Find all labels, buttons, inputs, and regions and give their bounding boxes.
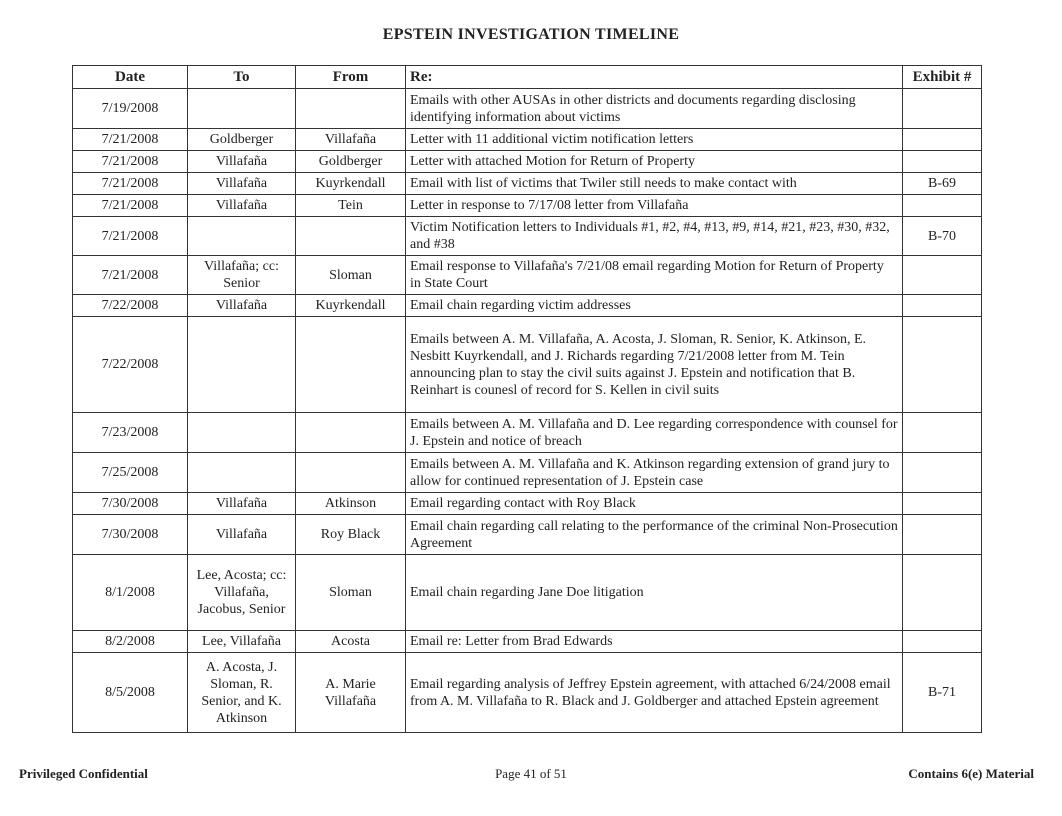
re-cell: Email chain regarding victim addresses [406, 295, 903, 317]
exhibit-cell [903, 631, 982, 653]
table-row [73, 217, 982, 256]
from-cell: Atkinson [296, 493, 406, 515]
exhibit-cell [903, 89, 982, 129]
from-cell [296, 217, 406, 256]
from-cell: Kuyrkendall [296, 173, 406, 195]
re-cell: Email regarding contact with Roy Black [406, 493, 903, 515]
to-cell [188, 317, 296, 413]
table-row [73, 493, 982, 515]
exhibit-cell [903, 256, 982, 295]
from-cell: Sloman [296, 555, 406, 631]
to-cell: Villafaña [188, 515, 296, 555]
to-cell: Lee, Villafaña [188, 631, 296, 653]
table-row [73, 89, 982, 129]
date-cell: 7/21/2008 [73, 129, 188, 151]
date-cell: 7/23/2008 [73, 413, 188, 453]
table-row [73, 631, 982, 653]
date-cell: 7/30/2008 [73, 493, 188, 515]
exhibit-cell: B-70 [903, 217, 982, 256]
footer-material-label: Contains 6(e) Material [908, 766, 1034, 781]
exhibit-cell [903, 413, 982, 453]
date-cell: 7/21/2008 [73, 173, 188, 195]
table-row [73, 555, 982, 631]
to-cell: Villafaña [188, 295, 296, 317]
timeline-body [73, 89, 982, 733]
table-row [73, 653, 982, 733]
exhibit-cell [903, 317, 982, 413]
footer-page-number: Page 41 of 51 [495, 766, 567, 781]
to-cell [188, 89, 296, 129]
to-cell [188, 453, 296, 493]
re-cell: Emails between A. M. Villafaña and K. Atkinson regarding extension of grand jury to allow for continued representation of J. Epstein case [406, 453, 903, 493]
exhibit-cell [903, 453, 982, 493]
re-cell: Letter with 11 additional victim notification letters [406, 129, 903, 151]
table-row [73, 515, 982, 555]
exhibit-cell: B-69 [903, 173, 982, 195]
from-cell: A. Marie Villafaña [296, 653, 406, 733]
exhibit-cell [903, 295, 982, 317]
from-cell: Acosta [296, 631, 406, 653]
to-column-header: To [188, 66, 296, 89]
re-cell: Email regarding analysis of Jeffrey Epstein agreement, with attached 6/24/2008 email from A. M. Villafaña to R. Black and J. Goldberger and attached Epstein agreement [406, 653, 903, 733]
table-row [73, 413, 982, 453]
from-cell [296, 413, 406, 453]
date-cell: 7/21/2008 [73, 151, 188, 173]
exhibit-cell [903, 195, 982, 217]
date-cell: 7/22/2008 [73, 317, 188, 413]
page-title: EPSTEIN INVESTIGATION TIMELINE [382, 26, 680, 43]
table-row [73, 173, 982, 195]
re-cell: Victim Notification letters to Individuals #1, #2, #4, #13, #9, #14, #21, #23, #30, #32, and #38 [406, 217, 903, 256]
from-cell [296, 317, 406, 413]
re-cell: Emails with other AUSAs in other districts and documents regarding disclosing identifying information about victims [406, 89, 903, 129]
re-cell: Email with list of victims that Twiler still needs to make contact with [406, 173, 903, 195]
table-row [73, 317, 982, 413]
to-cell: Villafaña [188, 493, 296, 515]
re-cell: Email chain regarding call relating to the performance of the criminal Non-Prosecution Agreement [406, 515, 903, 555]
from-cell: Tein [296, 195, 406, 217]
date-cell: 7/21/2008 [73, 256, 188, 295]
footer-confidentiality-label: Privileged Confidential [19, 766, 148, 781]
date-cell: 7/21/2008 [73, 217, 188, 256]
to-cell [188, 413, 296, 453]
exhibit-cell [903, 151, 982, 173]
exhibit-cell [903, 515, 982, 555]
table-row [73, 256, 982, 295]
from-column-header: From [296, 66, 406, 89]
date-cell: 7/30/2008 [73, 515, 188, 555]
date-cell: 8/1/2008 [73, 555, 188, 631]
from-cell: Villafaña [296, 129, 406, 151]
timeline-table [72, 65, 982, 733]
exhibit-cell [903, 129, 982, 151]
re-cell: Email chain regarding Jane Doe litigation [406, 555, 903, 631]
exhibit-cell [903, 493, 982, 515]
from-cell: Roy Black [296, 515, 406, 555]
table-row [73, 453, 982, 493]
to-cell: Lee, Acosta; cc: Villafaña, Jacobus, Senior [188, 555, 296, 631]
re-cell: Email response to Villafaña's 7/21/08 email regarding Motion for Return of Property in State Court [406, 256, 903, 295]
to-cell: A. Acosta, J. Sloman, R. Senior, and K. Atkinson [188, 653, 296, 733]
re-cell: Letter in response to 7/17/08 letter from Villafaña [406, 195, 903, 217]
date-cell: 7/22/2008 [73, 295, 188, 317]
date-cell: 8/5/2008 [73, 653, 188, 733]
date-cell: 7/19/2008 [73, 89, 188, 129]
to-cell [188, 217, 296, 256]
to-cell: Villafaña [188, 173, 296, 195]
from-cell: Sloman [296, 256, 406, 295]
re-cell: Emails between A. M. Villafaña and D. Lee regarding correspondence with counsel for J. Epstein and notice of breach [406, 413, 903, 453]
table-row [73, 151, 982, 173]
from-cell [296, 453, 406, 493]
table-row [73, 195, 982, 217]
from-cell: Kuyrkendall [296, 295, 406, 317]
exhibit-cell [903, 555, 982, 631]
from-cell: Goldberger [296, 151, 406, 173]
from-cell [296, 89, 406, 129]
date-cell: 7/21/2008 [73, 195, 188, 217]
date-cell: 7/25/2008 [73, 453, 188, 493]
table-row [73, 129, 982, 151]
exhibit-column-header: Exhibit # [903, 66, 982, 89]
re-cell: Emails between A. M. Villafaña, A. Acosta, J. Sloman, R. Senior, K. Atkinson, E. Nesbitt Kuyrkendall, and J. Richards regarding 7/21/2008 letter from M. Tein announcing plan to stay the civil suits against J. Epstein and notification that B. Reinhart is counesl of record for S. Kellen in civil suits [406, 317, 903, 413]
date-column-header: Date [73, 66, 188, 89]
to-cell: Villafaña; cc: Senior [188, 256, 296, 295]
table-row [73, 295, 982, 317]
re-cell: Letter with attached Motion for Return of Property [406, 151, 903, 173]
to-cell: Villafaña [188, 195, 296, 217]
to-cell: Goldberger [188, 129, 296, 151]
to-cell: Villafaña [188, 151, 296, 173]
re-cell: Email re: Letter from Brad Edwards [406, 631, 903, 653]
exhibit-cell: B-71 [903, 653, 982, 733]
re-column-header: Re: [406, 66, 903, 89]
date-cell: 8/2/2008 [73, 631, 188, 653]
table-header-row [73, 66, 982, 89]
